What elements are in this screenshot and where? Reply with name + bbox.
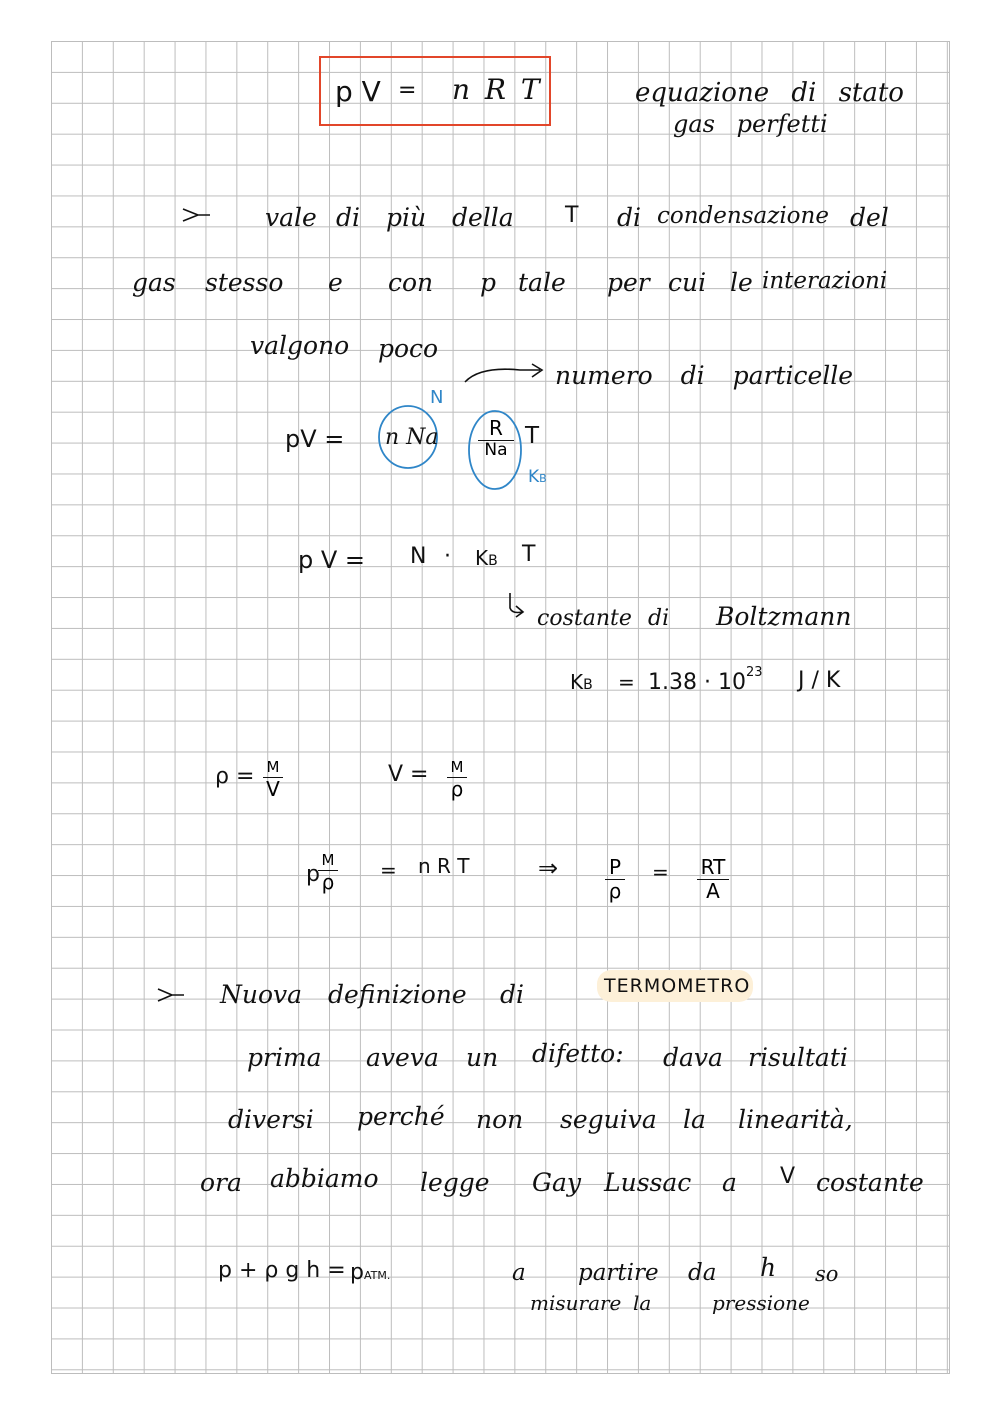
numerator: R	[489, 416, 503, 440]
validity-word: più	[386, 203, 427, 232]
validity-word: condensazione	[657, 203, 829, 229]
pressure-note-word: pressione	[712, 1291, 810, 1315]
curved-arrow-icon	[465, 364, 542, 382]
pressure-patm	[350, 1262, 390, 1284]
thermo-word: risultati	[748, 1043, 848, 1072]
kb-exponent: 23	[745, 665, 763, 680]
sub-rhs1: n R T	[418, 854, 470, 878]
boltzmann-note-word: costante	[537, 606, 632, 631]
numerator: P	[608, 855, 622, 879]
boltzmann-t: T	[522, 542, 536, 567]
validity-word: interazioni	[762, 268, 888, 294]
kb-value	[648, 665, 763, 695]
fraction-p-rho	[605, 857, 625, 902]
thermo-heading-word: di	[500, 980, 524, 1009]
label-kb-sub: B	[539, 472, 547, 485]
thermo-word: diversi	[228, 1105, 314, 1134]
patm-sub: ATM.	[363, 1269, 391, 1282]
boltzmann-k	[475, 548, 498, 568]
validity-word: di	[617, 203, 641, 232]
numerator: M	[266, 758, 280, 776]
thermo-word: legge	[420, 1168, 490, 1197]
numerator: M	[450, 758, 464, 776]
validity-word: di	[336, 203, 360, 232]
thermo-word: non	[476, 1105, 524, 1134]
kb-mantissa: 1.38 · 10	[648, 670, 746, 695]
particles-note: numero di particelle	[555, 361, 854, 390]
validity-word: della	[452, 203, 514, 232]
validity-word: valgono	[250, 331, 350, 360]
kb-equals: =	[618, 670, 635, 694]
arrow-icon	[183, 209, 210, 221]
denominator: ρ	[608, 879, 622, 903]
validity-word: e	[328, 268, 343, 297]
thermo-word: dava	[663, 1043, 723, 1072]
thermo-heading-word: definizione	[328, 980, 467, 1009]
equation-equals: =	[398, 78, 417, 103]
kb-letter: K	[570, 670, 584, 694]
fraction-m-rho-2	[318, 853, 338, 893]
denominator: V	[266, 776, 280, 801]
term-n-na: n Na	[385, 425, 439, 450]
label-kb	[528, 469, 547, 486]
thermo-word: Gay	[532, 1168, 581, 1197]
boltzmann-k-letter: K	[475, 546, 489, 570]
thermo-word: prima	[247, 1043, 322, 1072]
validity-word: gas	[132, 268, 176, 297]
fraction-r-na	[478, 418, 514, 460]
equation-lhs: p V	[335, 75, 381, 108]
rho-lhs: ρ =	[215, 764, 255, 789]
validity-word: vale	[265, 203, 317, 232]
validity-word: del	[850, 203, 889, 232]
pressure-note-word: h	[760, 1253, 777, 1282]
thermo-heading-word: Nuova	[220, 980, 303, 1009]
validity-word: T	[565, 203, 579, 228]
thermo-word: aveva	[366, 1043, 439, 1072]
pressure-note-word: misurare	[530, 1291, 622, 1315]
denominator: ρ	[450, 776, 464, 801]
kb-unit: J / K	[798, 668, 841, 693]
numerator: RT	[700, 855, 726, 879]
implies-icon: ⇒	[538, 854, 559, 882]
thermo-word: la	[683, 1105, 706, 1134]
validity-word: p	[480, 268, 497, 297]
fraction-m-v	[263, 760, 283, 800]
thermo-word: difetto:	[532, 1039, 624, 1068]
thermo-word: un	[466, 1043, 499, 1072]
v-lhs: V =	[388, 762, 429, 787]
thermo-word: ora	[200, 1168, 242, 1197]
boltzmann-note-word: Boltzmann	[716, 602, 852, 631]
validity-word: poco	[378, 334, 439, 363]
equation-rhs: n R T	[452, 73, 540, 106]
thermo-word: linearità,	[738, 1105, 853, 1134]
pressure-note-word: la	[633, 1291, 652, 1315]
validity-word: stesso	[205, 268, 284, 297]
denominator: Na	[484, 440, 508, 460]
boltzmann-note-word: di	[648, 606, 670, 631]
boltzmann-k-sub: B	[488, 553, 498, 569]
boltzmann-dot: ·	[444, 544, 451, 569]
fraction-m-rho	[447, 760, 467, 800]
arrow-icon	[158, 989, 184, 1001]
label-kb-k: K	[528, 467, 540, 487]
boltzmann-lhs: p V =	[298, 546, 366, 574]
hook-arrow-icon	[510, 593, 523, 617]
title-line2: gas perfetti	[673, 110, 828, 138]
denominator: ρ	[321, 869, 335, 894]
term-t: T	[525, 423, 540, 449]
kb-symbol	[570, 672, 593, 692]
pressure-note-word: a	[512, 1260, 526, 1286]
thermo-word: abbiamo	[270, 1164, 379, 1193]
thermo-word: V	[780, 1164, 796, 1189]
validity-word: tale	[518, 268, 566, 297]
thermo-word: a	[722, 1168, 737, 1197]
thermo-word: seguiva	[560, 1105, 657, 1134]
validity-word: cui	[668, 268, 707, 297]
numerator: M	[321, 851, 335, 869]
fraction-rt-a	[697, 857, 729, 902]
boltzmann-n: N	[410, 544, 427, 569]
sub-eq1: =	[380, 858, 397, 882]
validity-word: le	[730, 268, 753, 297]
patm-p: p	[350, 1260, 364, 1285]
avogadro-lhs: pV =	[285, 425, 345, 453]
validity-word: per	[607, 268, 650, 297]
pressure-note-word: so	[815, 1262, 839, 1286]
pressure-note-word: da	[688, 1260, 717, 1286]
pressure-eq: p + ρ g h =	[218, 1258, 346, 1283]
sub-eq2: =	[652, 860, 669, 884]
thermo-word: costante	[816, 1168, 924, 1197]
thermo-word: perché	[357, 1102, 445, 1131]
thermo-highlight: TERMOMETRO	[604, 975, 751, 997]
label-n: N	[430, 387, 444, 408]
validity-word: con	[388, 268, 434, 297]
denominator: A	[706, 879, 720, 903]
sub-lhs-p: p	[306, 862, 320, 887]
pressure-note-word: partire	[578, 1260, 659, 1286]
kb-sub: B	[583, 677, 593, 693]
title-line1: equazione di stato	[635, 78, 904, 108]
thermo-word: Lussac	[604, 1168, 692, 1197]
